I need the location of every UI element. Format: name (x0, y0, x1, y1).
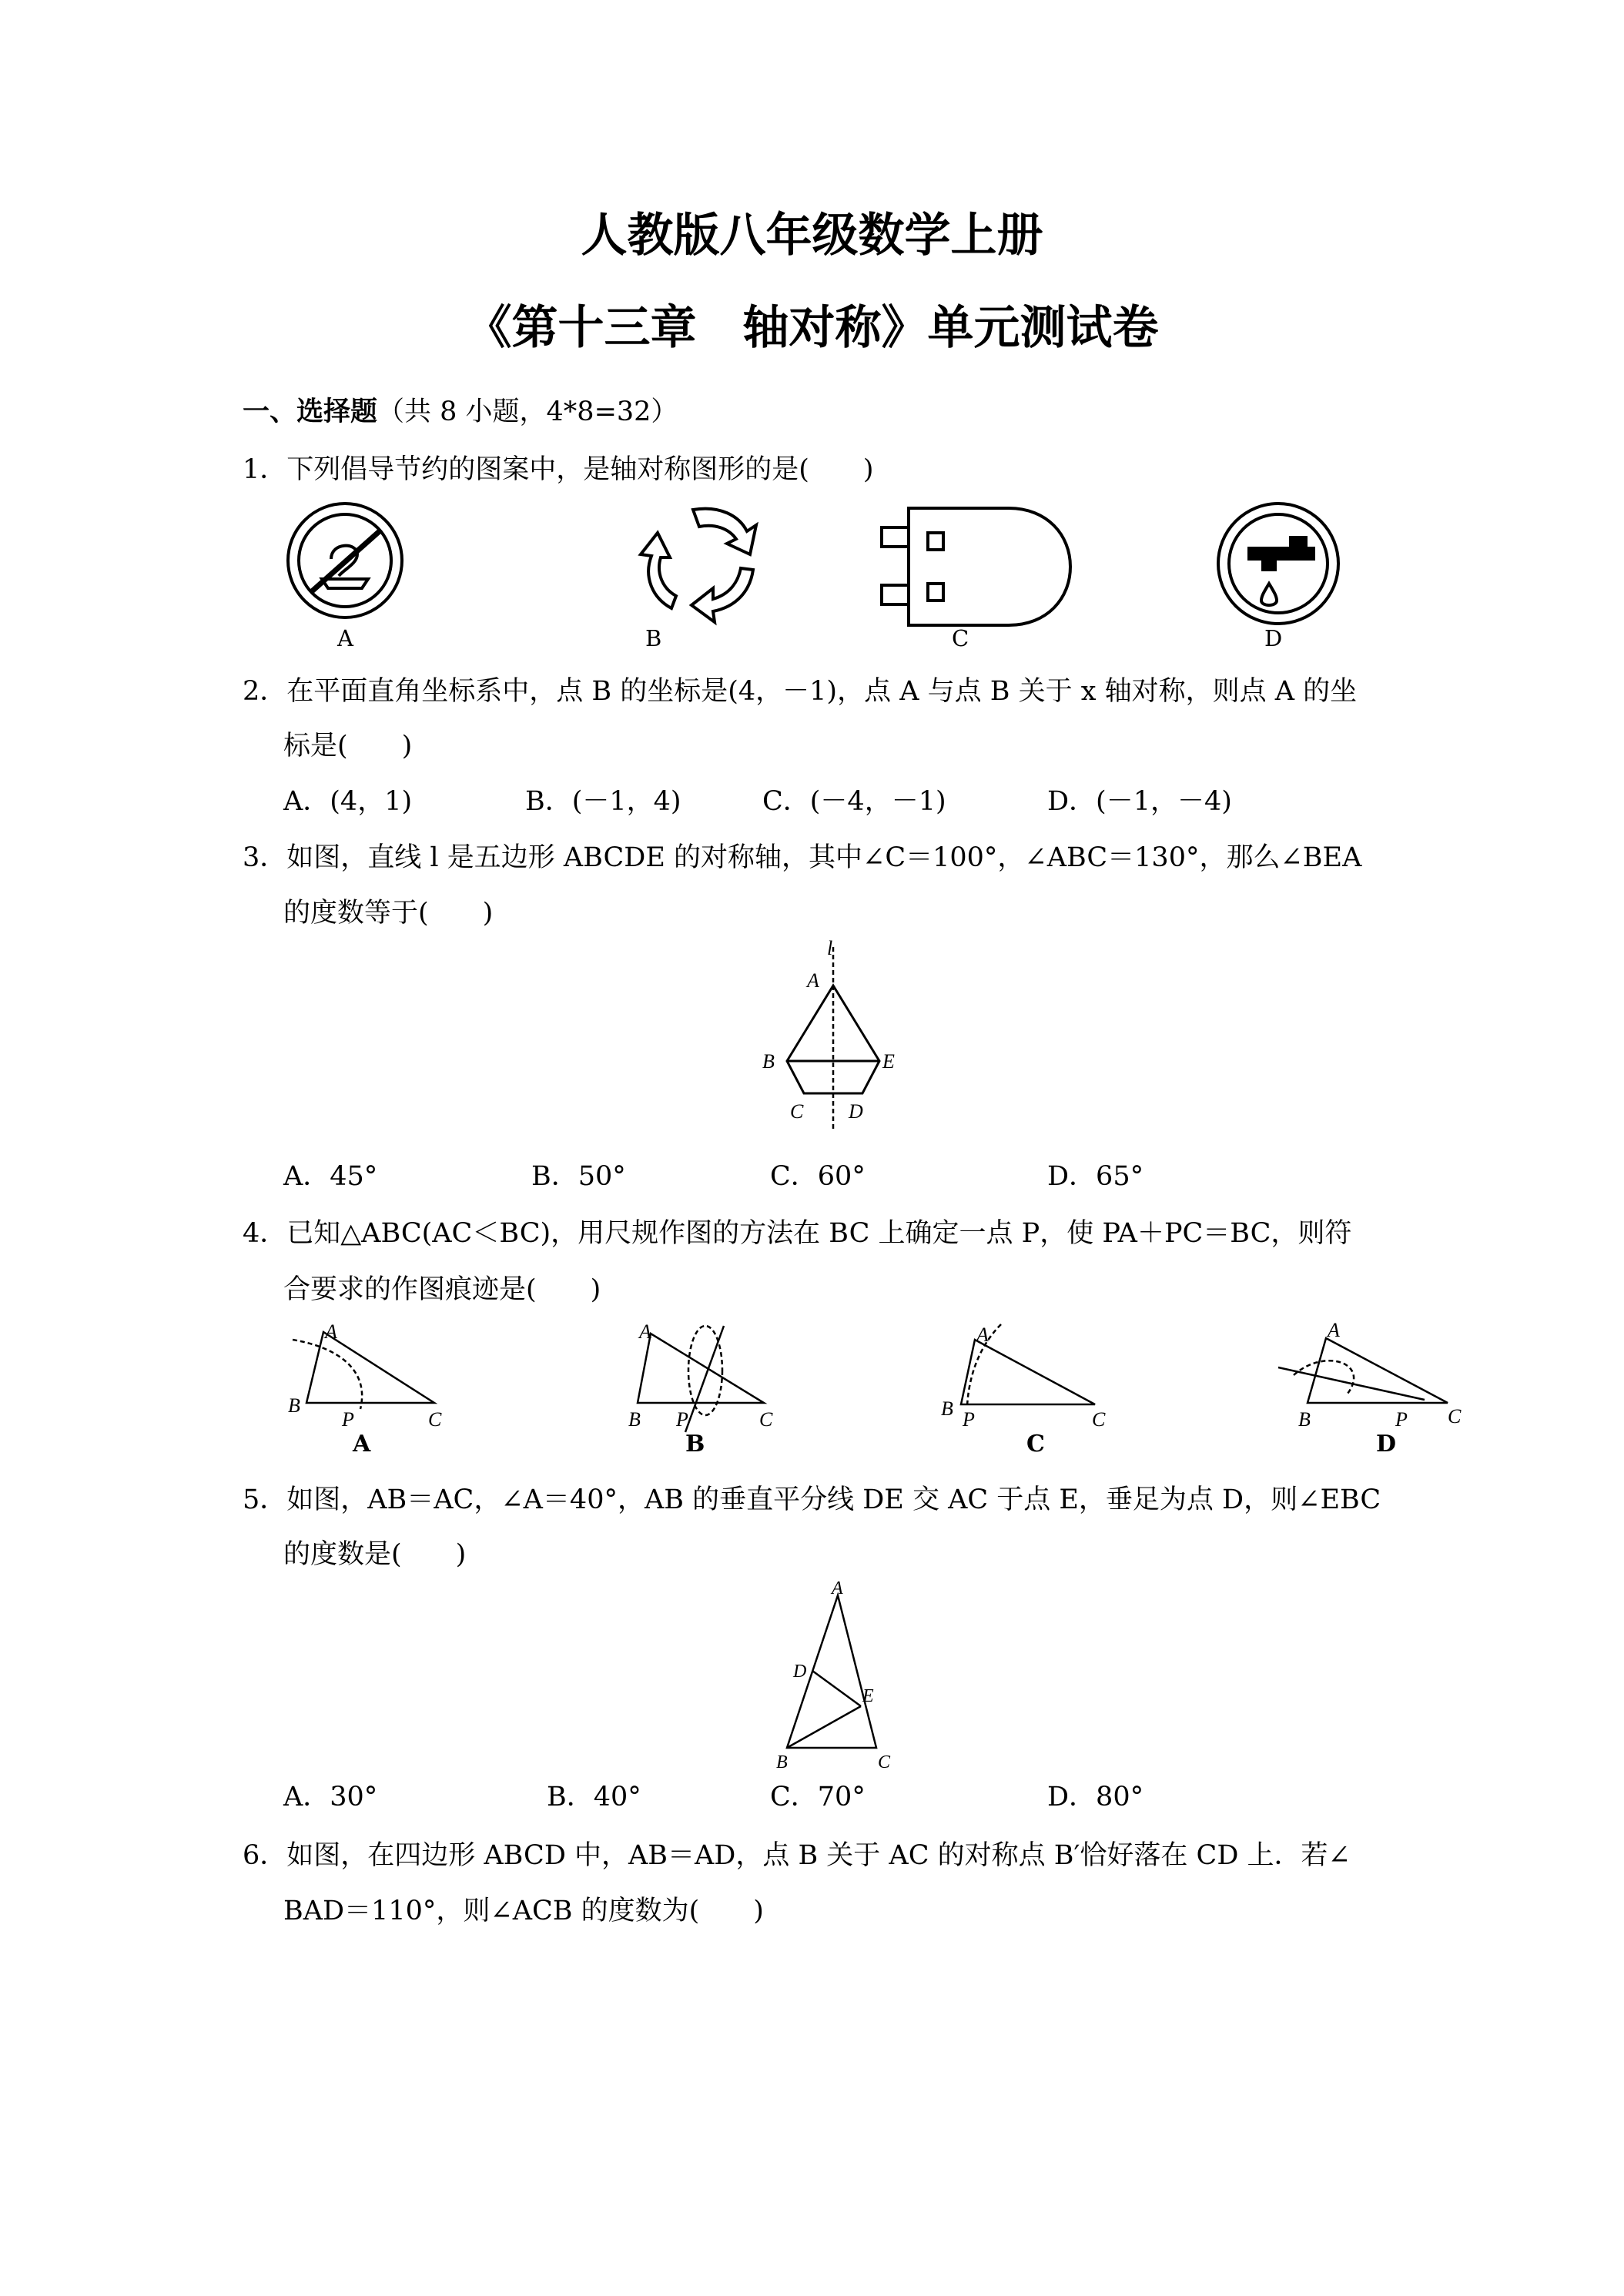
question-5-option-b: B．40° (547, 1782, 641, 1812)
q4c-point-c: C (1092, 1408, 1106, 1431)
q4c-point-a: A (976, 1324, 989, 1346)
section-info: （共 8 小题，4*8=32） (377, 397, 678, 427)
q4d-point-c: C (1448, 1405, 1462, 1427)
q4c-point-b: B (941, 1397, 953, 1420)
q4c-point-p: P (963, 1408, 975, 1431)
figure-1c-label: C (952, 625, 969, 651)
q4b-point-b: B (628, 1408, 641, 1431)
question-6-line-1: 6．如图，在四边形 ABCD 中，AB＝AD，点 B 关于 AC 的对称点 B′恰好落在 CD 上．若∠ (243, 1840, 1351, 1871)
figure-1a-icon (288, 504, 402, 618)
figure-1c-icon (882, 508, 1070, 625)
q3-label-c: C (790, 1100, 804, 1123)
question-3-option-a: A．45° (283, 1161, 378, 1192)
question-6-line-2: BAD＝110°，则∠ACB 的度数为( ) (283, 1896, 764, 1926)
page-subtitle: 《第十三章 轴对称》单元测试卷 (465, 301, 1159, 355)
q3-label-a: A (807, 969, 819, 992)
question-2-option-a: A．(4，1) (283, 786, 413, 817)
question-2-option-d: D．(－1，－4) (1047, 786, 1232, 817)
section-name: 一、选择题 (243, 397, 378, 427)
q3-label-d: D (849, 1100, 863, 1123)
question-3-option-c: C．60° (770, 1161, 866, 1192)
q4a-point-a: A (325, 1320, 337, 1343)
q3-label-b: B (762, 1050, 775, 1073)
q5-label-c: C (878, 1752, 891, 1772)
q4b-point-c: C (759, 1408, 773, 1431)
q4-figure-d (1278, 1338, 1448, 1403)
q3-label-l: l (827, 939, 833, 959)
q4-figure-a (293, 1332, 434, 1409)
figure-1b-label: B (645, 625, 662, 651)
figure-1d-label: D (1264, 625, 1283, 651)
q4-figure-b-label: B (685, 1431, 705, 1458)
question-2-line-1: 2．在平面直角坐标系中，点 B 的坐标是(4，－1)，点 A 与点 B 关于 x 轴对称，则点 A 的坐 (243, 676, 1358, 707)
q4a-point-c: C (428, 1408, 442, 1431)
q4-figure-d-label: D (1376, 1431, 1397, 1458)
q4b-point-p: P (676, 1408, 688, 1431)
question-4-line-2: 合要求的作图痕迹是( ) (283, 1274, 601, 1305)
question-5-figure (770, 1578, 924, 1779)
q4d-point-a: A (1328, 1319, 1340, 1341)
question-3-line-1: 3．如图，直线 l 是五边形 ABCDE 的对称轴，其中∠C＝100°，∠ABC＝130°，那么∠BEA (243, 842, 1362, 873)
question-2-line-2: 标是( ) (283, 731, 413, 761)
q5-label-a: A (832, 1578, 843, 1598)
question-3-option-d: D．65° (1047, 1161, 1144, 1192)
q5-label-d: D (793, 1662, 807, 1682)
question-5-option-a: A．30° (283, 1782, 378, 1812)
q4a-point-p: P (342, 1408, 354, 1431)
q4a-point-b: B (288, 1394, 300, 1417)
q4-figure-a-label: A (353, 1431, 371, 1458)
question-5-option-c: C．70° (770, 1782, 866, 1812)
q4b-point-a: A (639, 1320, 651, 1343)
q5-label-b: B (776, 1752, 788, 1772)
figure-1a-label: A (337, 625, 353, 651)
question-1-figures (277, 493, 1355, 662)
section-header (243, 390, 678, 429)
question-1-text: 1．下列倡导节约的图案中，是轴对称图形的是( ) (243, 454, 874, 485)
figure-1b-icon (641, 509, 756, 622)
q4d-point-p: P (1395, 1408, 1408, 1431)
question-3-figure (755, 939, 909, 1140)
page-title: 人教版八年级数学上册 (581, 209, 1043, 263)
question-5-option-d: D．80° (1047, 1782, 1144, 1812)
question-4-line-1: 4．已知△ABC(AC＜BC)，用尺规作图的方法在 BC 上确定一点 P，使 PA＋PC＝BC，则符 (243, 1218, 1352, 1249)
q5-label-e: E (862, 1686, 874, 1706)
q4-figure-b (638, 1326, 764, 1432)
figure-1d-icon (1218, 504, 1338, 624)
question-2-option-c: C．(－4，－1) (762, 786, 946, 817)
q4-figure-c-label: C (1026, 1431, 1045, 1458)
q4d-point-b: B (1298, 1408, 1311, 1431)
q3-label-e: E (882, 1050, 895, 1073)
question-5-line-1: 5．如图，AB＝AC，∠A＝40°，AB 的垂直平分线 DE 交 AC 于点 E，垂足为点 D，则∠EBC (243, 1484, 1381, 1515)
question-4-figures (277, 1317, 1478, 1455)
question-2-option-b: B．(－1，4) (525, 786, 681, 817)
question-3-option-b: B．50° (531, 1161, 626, 1192)
question-5-line-2: 的度数是( ) (283, 1539, 467, 1570)
question-3-line-2: 的度数等于( ) (283, 898, 494, 929)
